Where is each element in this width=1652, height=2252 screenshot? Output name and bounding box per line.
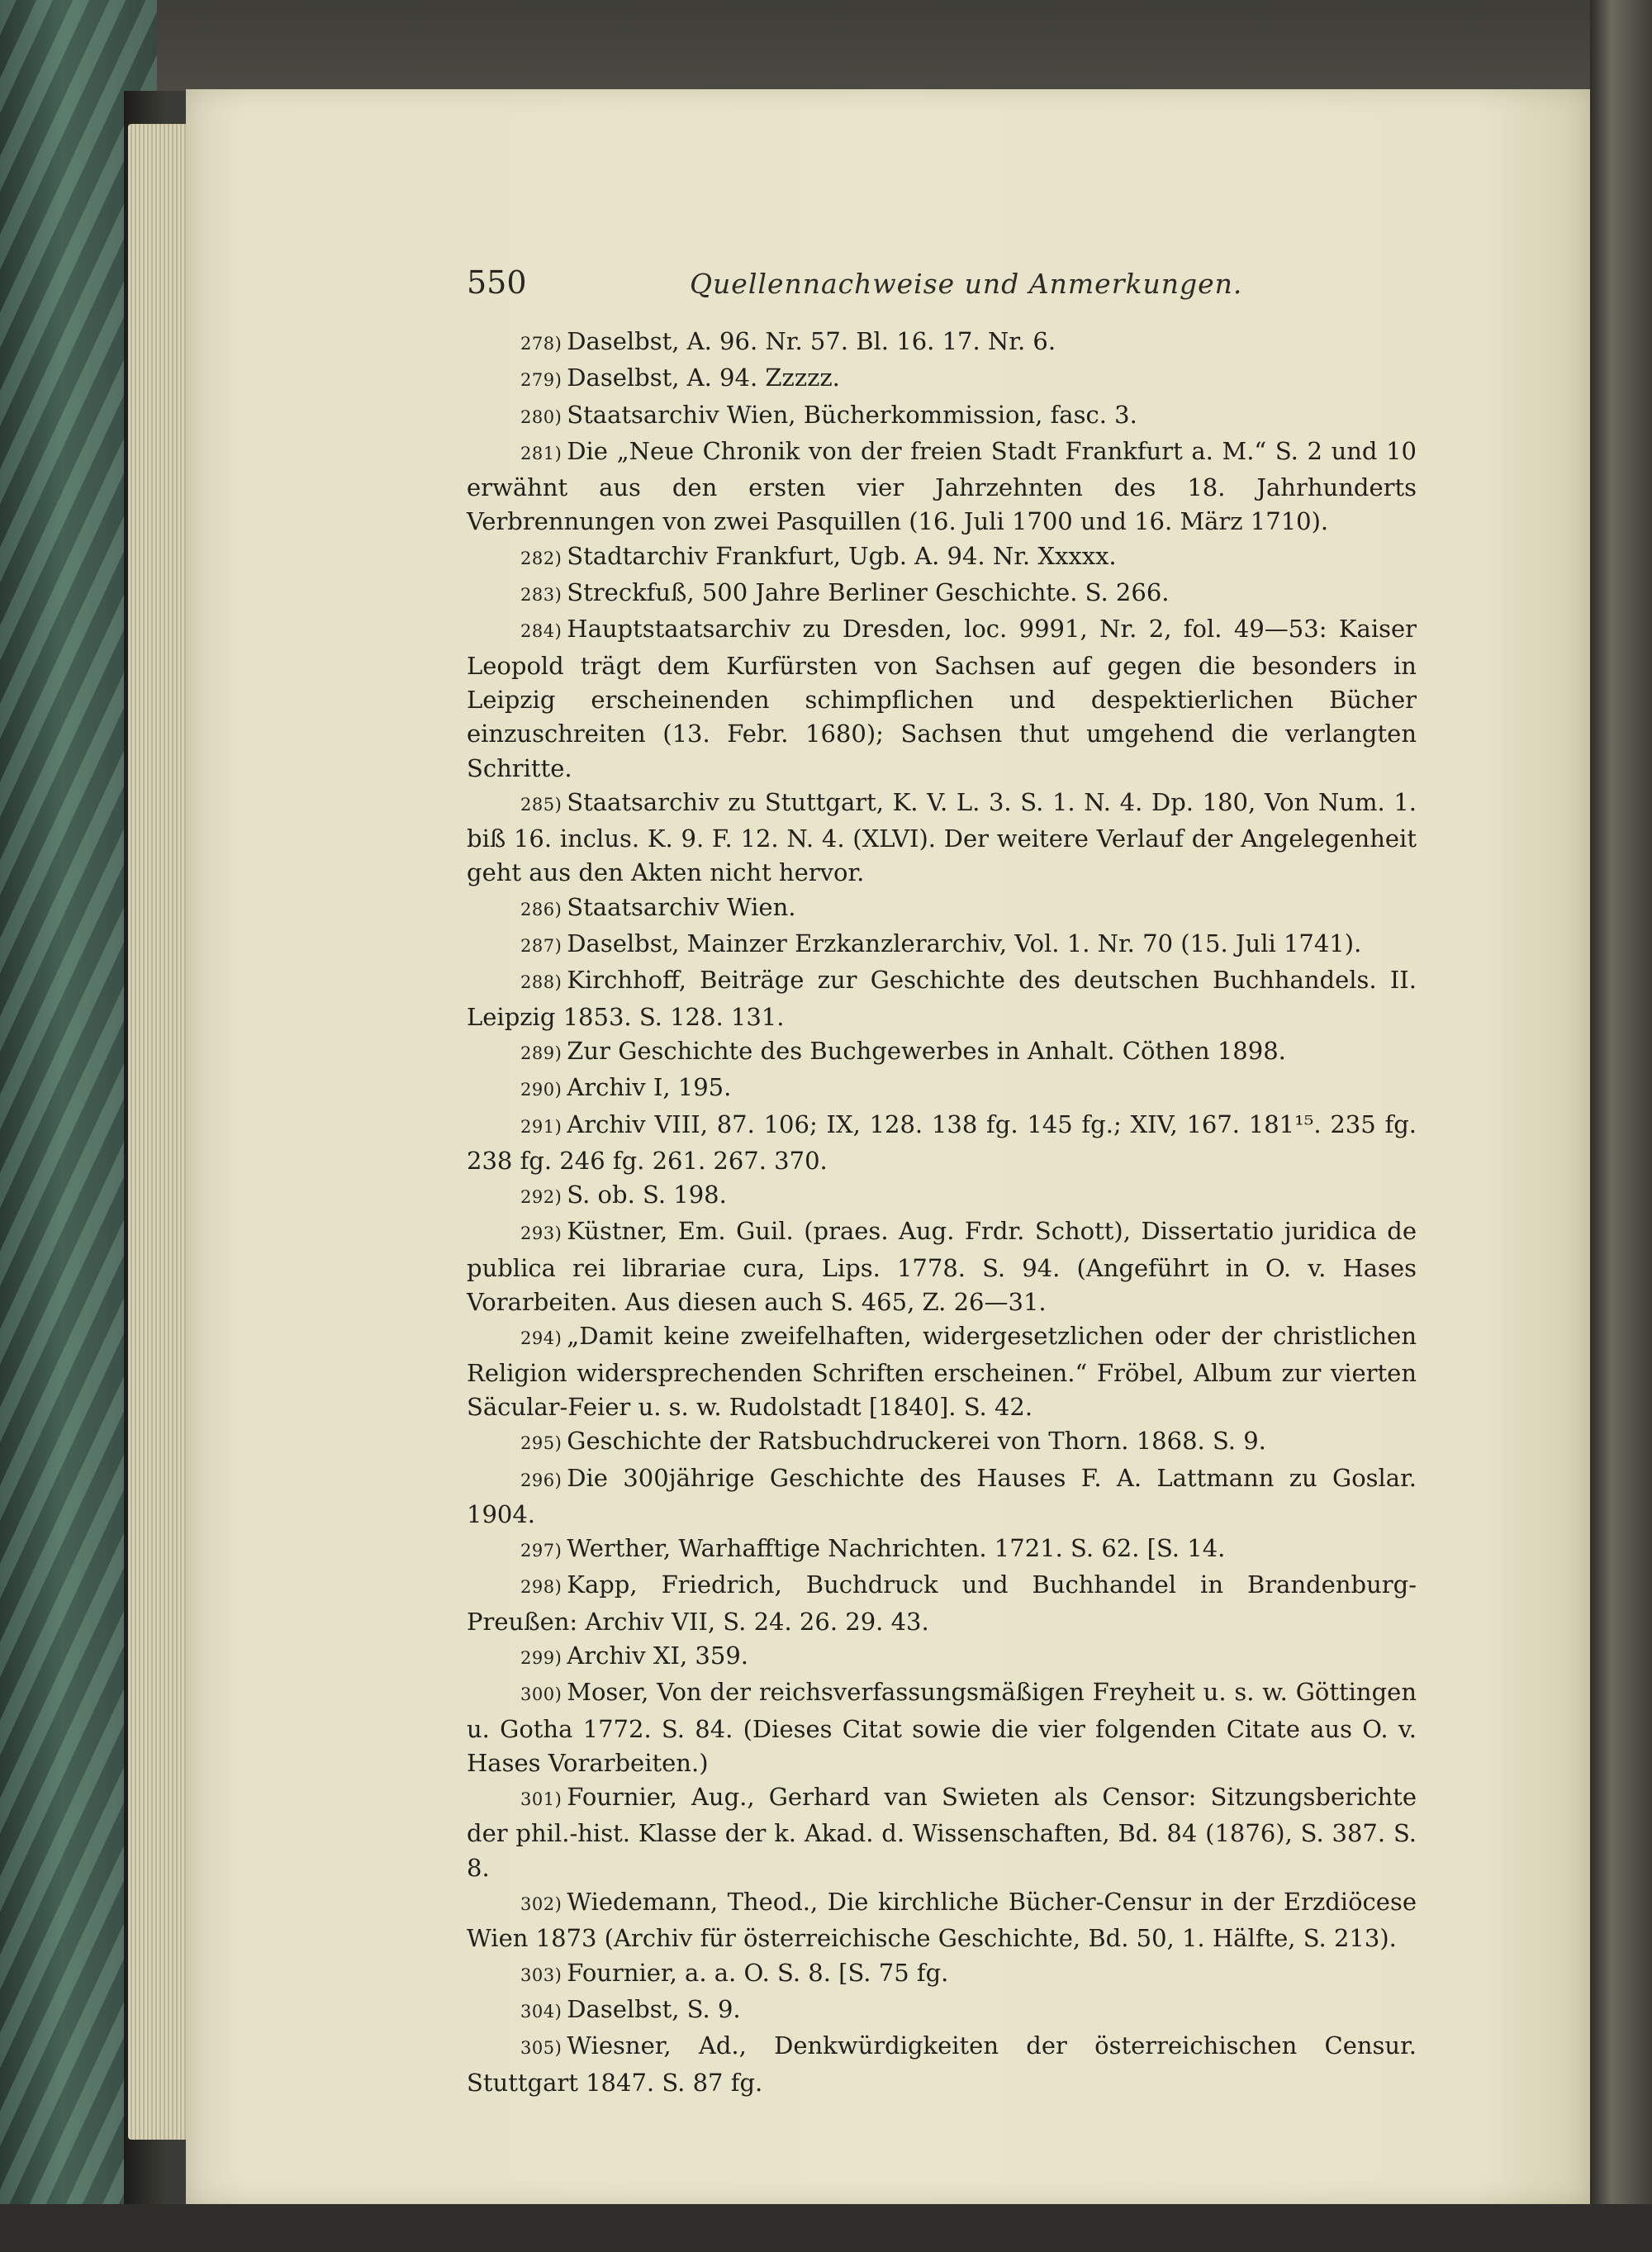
footnote-text: Archiv XI, 359. [567, 1641, 748, 1670]
footnote-number: 293) [520, 1223, 563, 1244]
footnote-text: Daselbst, A. 94. Zzzzz. [567, 363, 840, 392]
footnote [467, 1214, 1417, 1319]
footnote-number: 292) [520, 1187, 563, 1208]
footnote-number: 284) [520, 621, 563, 642]
footnote-number: 303) [520, 1965, 563, 1985]
footnote-number: 279) [520, 370, 563, 391]
footnote-number: 283) [520, 585, 563, 606]
footnote [467, 1568, 1417, 1639]
footnote [467, 1071, 1417, 1107]
footnote-number: 280) [520, 406, 563, 427]
footnote-number: 305) [520, 2038, 563, 2059]
footnote-text: Archiv I, 195. [567, 1073, 732, 1102]
footnote-text: „Damit keine zweifelhaften, widergesetzlichen oder der christlichen Religion widersprechenden Schriften erscheinen.“ Fröbel, Album zur vierten Säcular-Feier u. s. w. Rudolstadt [1840]. S. 42. [467, 1322, 1417, 1421]
footnote [467, 325, 1417, 361]
footnote-list [467, 325, 1417, 2100]
footnote-text: Daselbst, S. 9. [567, 1994, 741, 2023]
footnote-text: Küstner, Em. Guil. (praes. Aug. Frdr. Schott), Dissertatio juridica de publica rei librariae cura, Lips. 1778. S. 94. (Angeführt in O. v. Hases Vorarbeiten. Aus diesen auch S. 465, Z. 26—31. [467, 1217, 1417, 1317]
footnote-number: 296) [520, 1470, 563, 1490]
footnote [467, 539, 1417, 576]
footnote [467, 1319, 1417, 1424]
footnote [467, 1780, 1417, 1885]
footnote-number: 295) [520, 1433, 563, 1454]
footnote [467, 576, 1417, 612]
footnote [467, 361, 1417, 397]
footnote [467, 1424, 1417, 1461]
footnote [467, 786, 1417, 891]
page-number: 550 [467, 264, 527, 301]
footnote-text: Hauptstaatsarchiv zu Dresden, loc. 9991, Nr. 2, fol. 49—53: Kaiser Leopold trägt dem Kurfürsten von Sachsen auf gegen die besonders in Leipzig erscheinenden schimpflichen und despektierlichen Bücher einzuschreiten (13. Febr. 1680); Sachsen thut umgehend die verlangten Schritte. [467, 615, 1417, 782]
footnote-text: Die „Neue Chronik von der freien Stadt Frankfurt a. M.“ S. 2 und 10 erwähnt aus den ersten vier Jahrzehnten des 18. Jahrhunderts Verbrennungen von zwei Pasquillen (16. Juli 1700 und 16. März 1710). [467, 436, 1417, 536]
footnote-text: S. ob. S. 198. [567, 1181, 727, 1209]
footnote [467, 1108, 1417, 1179]
footnote [467, 1034, 1417, 1071]
footnote-number: 297) [520, 1541, 563, 1561]
footnote-text: Fournier, a. a. O. S. 8. [S. 75 fg. [567, 1958, 949, 1987]
footnote [467, 612, 1417, 785]
footnote-text: Staatsarchiv Wien, Bücherkommission, fasc. 3. [567, 400, 1137, 429]
book-cover-right [1590, 0, 1652, 2252]
footnote-number: 287) [520, 936, 563, 957]
footnote-text: Daselbst, A. 96. Nr. 57. Bl. 16. 17. Nr. 6. [567, 327, 1056, 355]
footnote-text: Wiedemann, Theod., Die kirchliche Bücher-Censur in der Erzdiöcese Wien 1873 (Archiv für österreichische Geschichte, Bd. 50, 1. Hälfte, S. 213). [467, 1888, 1417, 1953]
footnote [467, 1532, 1417, 1568]
page-stack [128, 124, 186, 2140]
footnote-text: Daselbst, Mainzer Erzkanzlerarchiv, Vol. 1. Nr. 70 (15. Juli 1741). [567, 929, 1362, 958]
footnote-text: Zur Geschichte des Buchgewerbes in Anhalt. Cöthen 1898. [567, 1036, 1286, 1065]
footnote-number: 302) [520, 1894, 563, 1915]
footnote-text: Kapp, Friedrich, Buchdruck und Buchhandel in Brandenburg-Preußen: Archiv VII, S. 24. 26. 29. 43. [467, 1570, 1417, 1636]
footnote-text: Die 300jährige Geschichte des Hauses F. A. Lattmann zu Goslar. 1904. [467, 1463, 1417, 1528]
footnote-text: Stadtarchiv Frankfurt, Ugb. A. 94. Nr. Xxxxx. [567, 541, 1117, 570]
footnote [467, 435, 1417, 539]
footnote [467, 1675, 1417, 1780]
footnote-number: 286) [520, 899, 563, 919]
footnote-number: 299) [520, 1647, 563, 1668]
footnote-text: Wiesner, Ad., Denkwürdigkeiten der österreichischen Censur. Stuttgart 1847. S. 87 fg. [467, 2031, 1417, 2097]
footnote-text: Moser, Von der reichsverfassungsmäßigen Freyheit u. s. w. Göttingen u. Gotha 1772. S. 84. (Dieses Citat sowie die vier folgenden Citate aus O. v. Hases Vorarbeiten.) [467, 1678, 1417, 1777]
footnote-number: 282) [520, 548, 563, 568]
footnote [467, 1993, 1417, 2029]
footnote-text: Streckfuß, 500 Jahre Berliner Geschichte. S. 266. [567, 578, 1170, 607]
footnote-number: 300) [520, 1684, 563, 1705]
footnote-text: Staatsarchiv zu Stuttgart, K. V. L. 3. S. 1. N. 4. Dp. 180, Von Num. 1. biß 16. inclus. K. 9. F. 12. N. 4. (XLVI). Der weitere Verlauf der Angelegenheit geht aus den Akten nicht hervor. [467, 787, 1417, 887]
footnote [467, 927, 1417, 963]
footnote-number: 281) [520, 443, 563, 463]
footnote [467, 963, 1417, 1034]
footnote-number: 289) [520, 1043, 563, 1063]
footnote-text: Werther, Warhafftige Nachrichten. 1721. S. 62. [S. 14. [567, 1534, 1226, 1563]
footnote-number: 304) [520, 2001, 563, 2022]
footnote [467, 2029, 1417, 2100]
footnote-number: 291) [520, 1116, 563, 1137]
running-title: Quellennachweise und Anmerkungen. [690, 268, 1243, 300]
footnote [467, 1885, 1417, 1956]
footnote [467, 1178, 1417, 1214]
footnote [467, 1639, 1417, 1675]
background-bottom [0, 2204, 1652, 2252]
footnote-text: Kirchhoff, Beiträge zur Geschichte des deutschen Buchhandels. II. Leipzig 1853. S. 128. 131. [467, 966, 1417, 1031]
footnote-text: Staatsarchiv Wien. [567, 892, 796, 921]
footnote-text: Geschichte der Ratsbuchdruckerei von Thorn. 1868. S. 9. [567, 1427, 1266, 1456]
footnote [467, 891, 1417, 927]
footnote-number: 294) [520, 1328, 563, 1349]
footnote-number: 288) [520, 972, 563, 993]
footnote-number: 290) [520, 1080, 563, 1100]
footnote [467, 398, 1417, 435]
footnote-number: 285) [520, 794, 563, 815]
footnote-number: 278) [520, 334, 563, 354]
footnote-text: Archiv VIII, 87. 106; IX, 128. 138 fg. 145 fg.; XIV, 167. 181¹⁵. 235 fg. 238 fg. 246 fg. 261. 267. 370. [467, 1109, 1417, 1175]
footnote [467, 1461, 1417, 1532]
footnote [467, 1956, 1417, 1993]
footnote-number: 301) [520, 1789, 563, 1810]
footnote-number: 298) [520, 1577, 563, 1598]
background-top [0, 0, 1652, 91]
footnote-text: Fournier, Aug., Gerhard van Swieten als Censor: Sitzungsberichte der phil.-hist. Klasse der k. Akad. d. Wissenschaften, Bd. 84 (1876), S. 387. S. 8. [467, 1783, 1417, 1882]
